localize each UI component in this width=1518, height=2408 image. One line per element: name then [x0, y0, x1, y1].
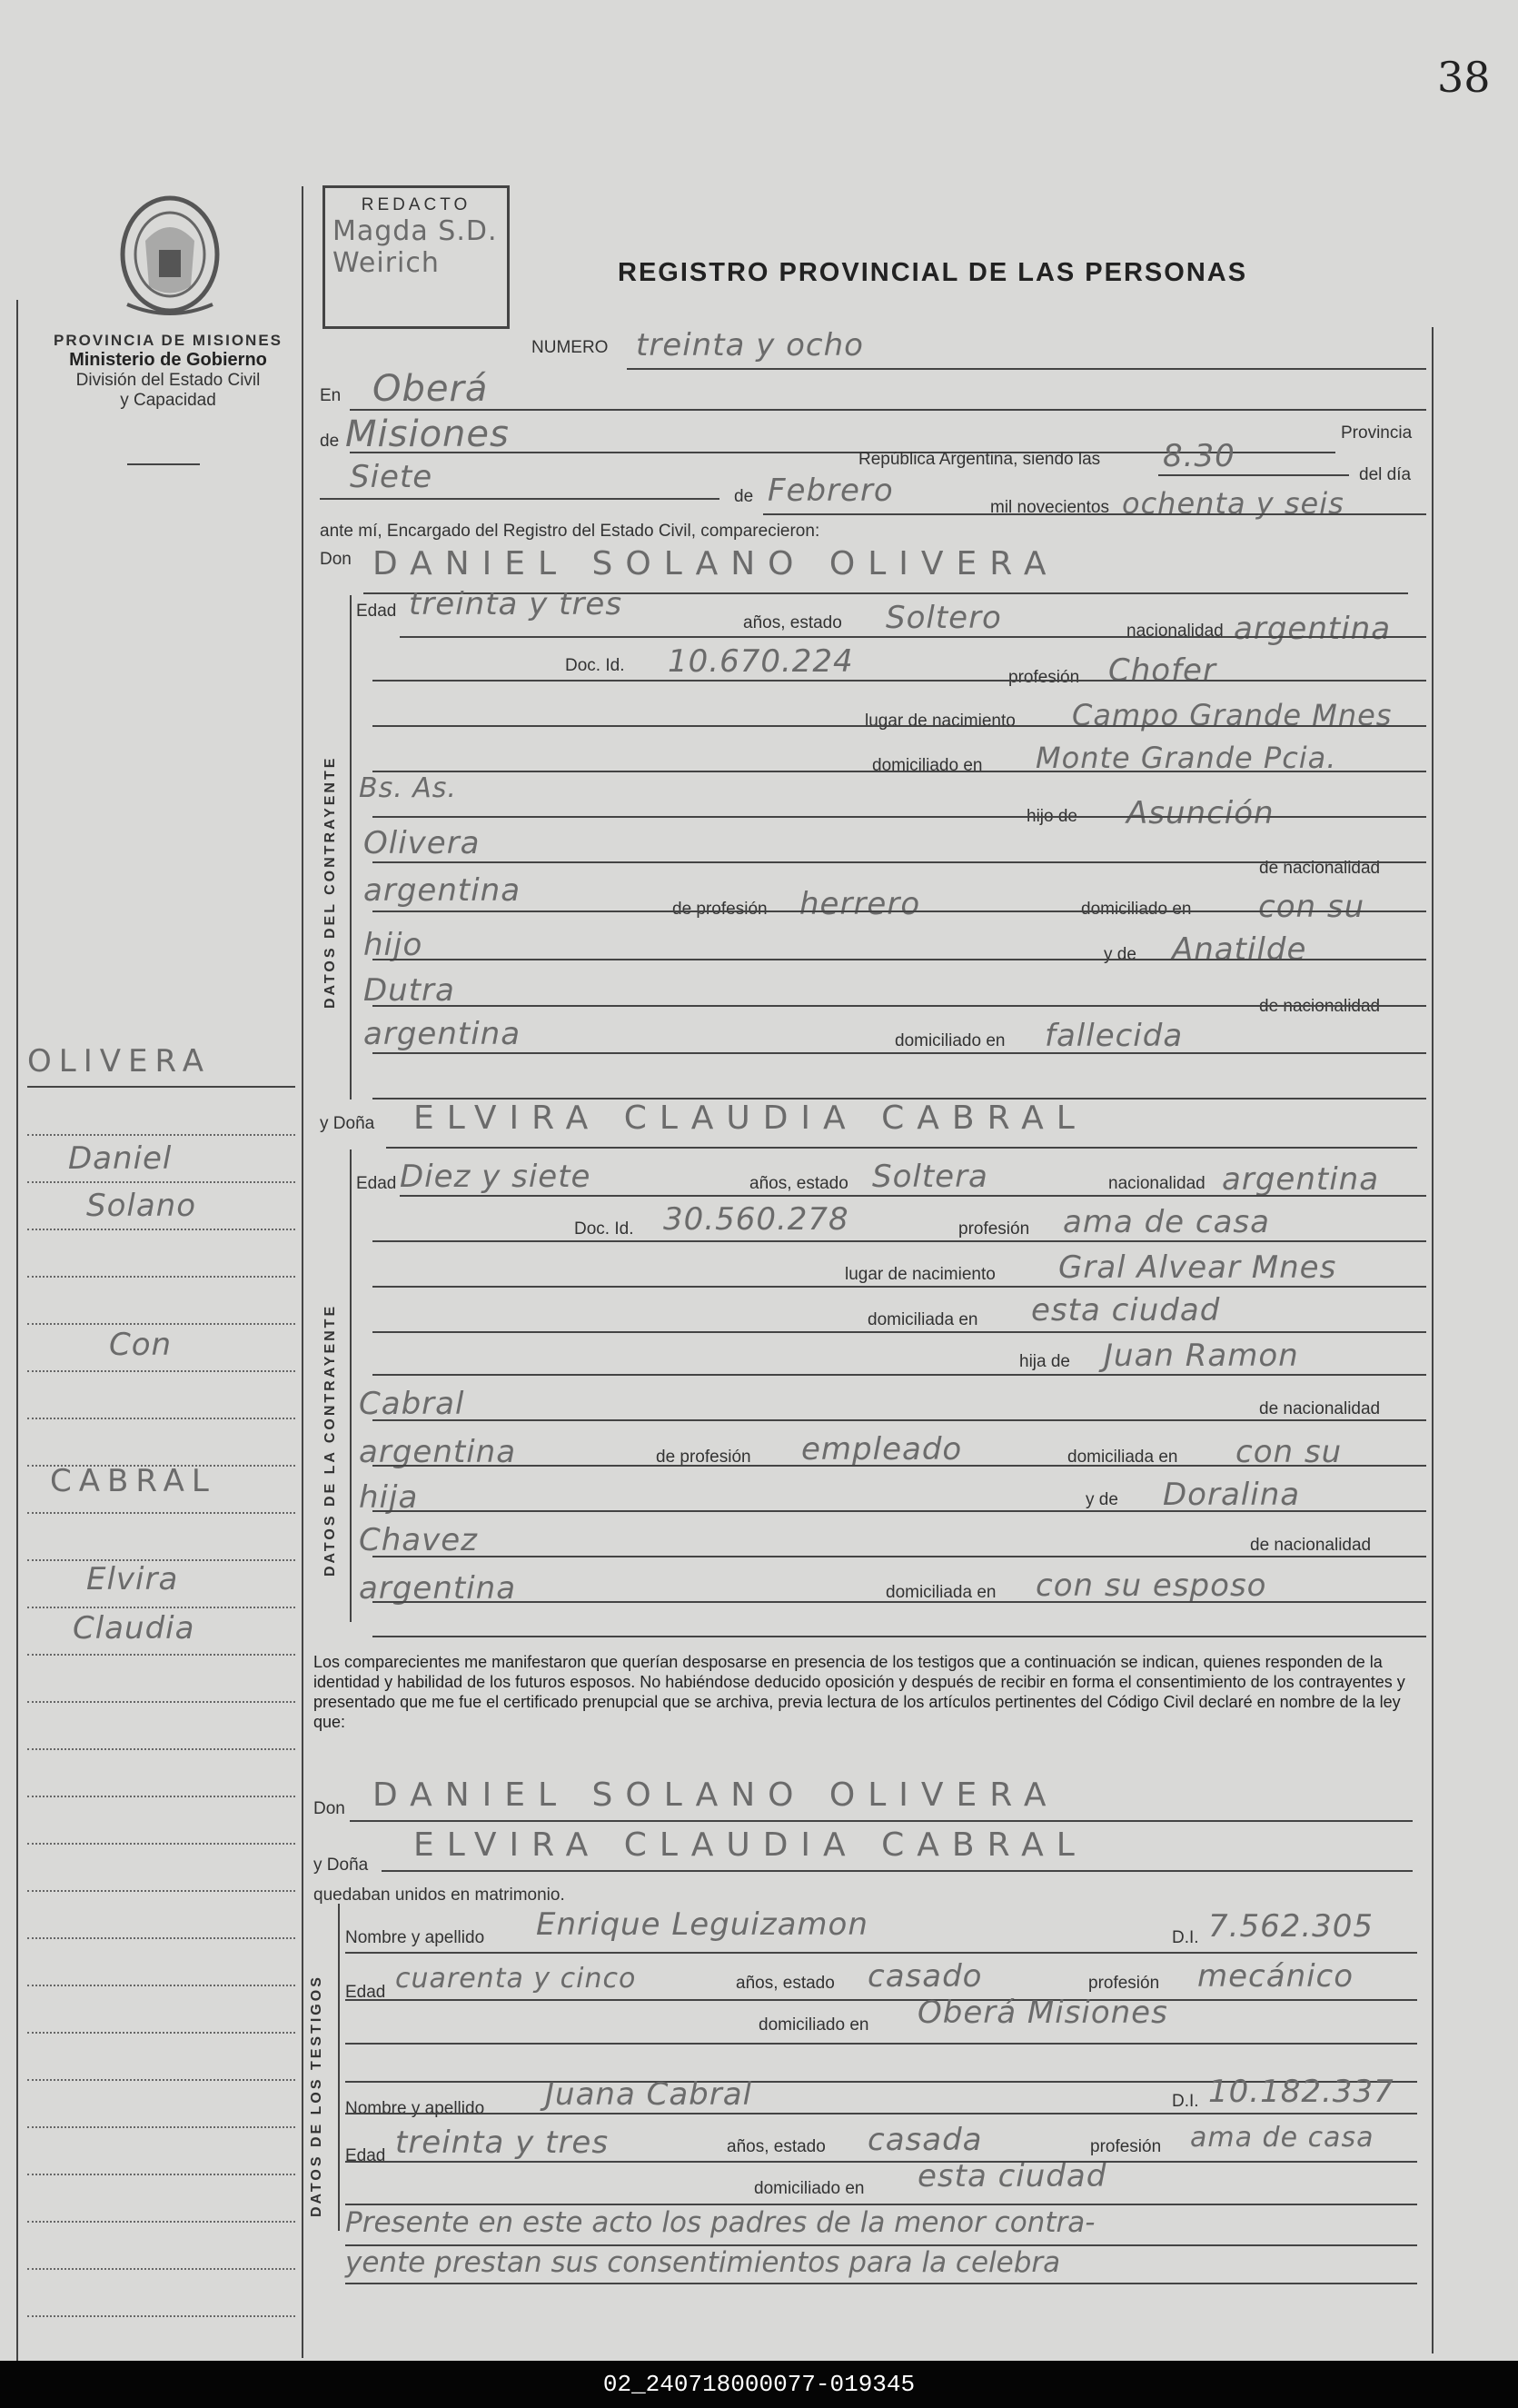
m-prof-label: profesión — [958, 1219, 1030, 1239]
m-padre-value-2: Cabral — [359, 1386, 465, 1422]
c-padre-prof: herrero — [799, 886, 921, 922]
en-label: En — [320, 386, 342, 405]
c-lugar-label: lugar de nacimiento — [865, 711, 1016, 731]
dona-value: ELVIRA CLAUDIA CABRAL — [413, 1100, 1087, 1137]
c-madre-nac: argentina — [363, 1016, 521, 1052]
c-estado-value: Soltero — [886, 600, 1002, 636]
c-edad-label: Edad — [356, 602, 397, 621]
t2-anios-label: años, estado — [727, 2137, 826, 2156]
m-padre-prof: empleado — [801, 1431, 963, 1468]
right-border — [1432, 327, 1434, 2353]
de-value: Misiones — [345, 413, 510, 455]
t1-edad-value: cuarenta y cinco — [395, 1963, 637, 1995]
m-de-prof-label: de profesión — [656, 1448, 751, 1467]
decl-don-label: Don — [313, 1799, 345, 1818]
c-padre-nac: argentina — [363, 872, 521, 909]
m-estado-value: Soltera — [872, 1159, 988, 1195]
t1-di-label: D.I. — [1172, 1928, 1199, 1947]
c-prof-label: profesión — [1008, 668, 1080, 687]
page-number: 38 — [1437, 53, 1491, 102]
m-y-de-label: y de — [1086, 1490, 1118, 1509]
ante-text: ante mí, Encargado del Registro del Estado Civil, comparecieron: — [320, 522, 820, 541]
margin-con: Con — [109, 1327, 173, 1363]
left-border — [16, 300, 18, 2363]
t1-dom-label: domiciliado en — [759, 2015, 869, 2035]
t1-anios-label: años, estado — [736, 1974, 835, 1993]
dona-label: y Doña — [320, 1114, 375, 1133]
testigos-section-label: DATOS DE LOS TESTIGOS — [309, 1975, 324, 2217]
c-padre-dom: con su — [1258, 889, 1365, 925]
dia-value: Siete — [350, 459, 433, 495]
margin-given-2b: Claudia — [73, 1610, 195, 1647]
margin-given-1a: Daniel — [68, 1140, 173, 1177]
m-padre-dom: con su — [1235, 1434, 1343, 1470]
c-nac-label: nacionalidad — [1126, 622, 1224, 641]
redacto-name-2: Weirich — [332, 247, 440, 279]
c-lugar-value: Campo Grande Mnes — [1072, 698, 1393, 732]
t2-dom-label: domiciliado en — [754, 2179, 865, 2198]
nota-line-1: Presente en este acto los padres de la menor contra- — [345, 2206, 1096, 2239]
left-column-divider — [302, 186, 303, 2358]
c-padre-value-2: Olivera — [363, 825, 481, 861]
c-doc-value: 10.670.224 — [668, 643, 854, 680]
t1-prof-value: mecánico — [1197, 1958, 1354, 1995]
divider — [127, 463, 200, 465]
c-nac-value: argentina — [1234, 611, 1392, 647]
division-name: División del Estado Civil — [75, 371, 261, 390]
c-de-prof-label: de profesión — [672, 900, 768, 919]
m-prof-value: ama de casa — [1063, 1204, 1270, 1240]
don-label: Don — [320, 550, 352, 569]
c-madre-value: Anatilde — [1172, 931, 1307, 968]
t2-di-value: 10.182.337 — [1208, 2074, 1394, 2110]
de2-label: de — [734, 487, 754, 506]
m-padre-dom-2: hija — [359, 1479, 419, 1516]
c-dom-value-2: Bs. As. — [359, 772, 457, 804]
decl-quedaban: quedaban unidos en matrimonio. — [313, 1886, 565, 1905]
m-madre-value-2: Chavez — [359, 1522, 479, 1558]
t1-di-value: 7.562.305 — [1208, 1908, 1374, 1945]
c-dom-label: domiciliado en — [872, 756, 983, 775]
decl-dona-label: y Doña — [313, 1856, 369, 1875]
m-lugar-value: Gral Alvear Mnes — [1058, 1249, 1337, 1286]
c-padre-dom-2: hijo — [363, 927, 423, 963]
don-value: DANIEL SOLANO OLIVERA — [372, 545, 1059, 582]
t1-nombre-label: Nombre y apellido — [345, 1928, 485, 1947]
t1-prof-label: profesión — [1088, 1974, 1160, 1993]
t2-edad-label: Edad — [345, 2146, 386, 2165]
numero-value: treinta y ocho — [636, 327, 864, 363]
margin-surname-1: OLIVERA — [27, 1043, 211, 1080]
m-padre-nac: argentina — [359, 1434, 517, 1470]
t2-nombre-label: Nombre y apellido — [345, 2099, 485, 2118]
t1-edad-label: Edad — [345, 1983, 386, 2002]
c-y-de-label: y de — [1104, 945, 1136, 964]
m-dom-value: esta ciudad — [1031, 1292, 1221, 1328]
anio-value: ochenta y seis — [1122, 486, 1344, 521]
c-madre-dom: fallecida — [1045, 1018, 1184, 1054]
de-label: de — [320, 432, 340, 451]
del-dia-label: del día — [1359, 465, 1412, 484]
margin-given-1b: Solano — [86, 1188, 197, 1224]
t2-nombre-value: Juana Cabral — [545, 2076, 753, 2113]
redacto-box — [322, 185, 510, 329]
decl-dona-value: ELVIRA CLAUDIA CABRAL — [413, 1826, 1087, 1864]
c-de-nac-label: de nacionalidad — [1259, 859, 1381, 878]
t1-dom-value: Oberá Misiones — [918, 1995, 1168, 2031]
c-madre-value-2: Dutra — [363, 972, 455, 1009]
c-prof-value: Chofer — [1108, 652, 1216, 689]
t1-estado-value: casado — [868, 1958, 983, 1995]
nota-line-2: yente prestan sus consentimientos para la celebra — [345, 2246, 1061, 2279]
provincia-label: Provincia — [1341, 423, 1413, 443]
m-anios-label: años, estado — [749, 1174, 848, 1193]
mil-label: mil novecientos — [990, 498, 1109, 517]
contrayente-section-label: DATOS DEL CONTRAYENTE — [322, 755, 338, 1009]
contrayenta-section-label: DATOS DE LA CONTRAYENTE — [322, 1303, 338, 1577]
t2-dom-value: esta ciudad — [918, 2158, 1107, 2194]
en-value: Oberá — [372, 368, 489, 410]
redacto-name: Magda S.D. — [332, 215, 498, 247]
t2-edad-value: treinta y tres — [395, 2124, 610, 2161]
c-madre-dom-label: domiciliado en — [895, 1031, 1006, 1050]
t1-nombre-value: Enrique Leguizamon — [536, 1906, 868, 1943]
ministry-name: Ministerio de Gobierno — [69, 350, 267, 370]
m-madre-nac: argentina — [359, 1570, 517, 1607]
mes-value: Febrero — [768, 473, 894, 509]
decl-don-value: DANIEL SOLANO OLIVERA — [372, 1776, 1059, 1814]
division-name-2: y Capacidad — [120, 391, 216, 410]
province-name: PROVINCIA DE MISIONES — [53, 332, 283, 349]
m-padre-value: Juan Ramon — [1104, 1338, 1299, 1374]
c-dom-value: Monte Grande Pcia. — [1036, 741, 1337, 775]
m-de-nac-label-2: de nacionalidad — [1250, 1536, 1372, 1555]
redacto-label: REDACTO — [361, 195, 471, 214]
m-padre-dom-label: domiciliada en — [1067, 1448, 1178, 1467]
m-de-nac-label: de nacionalidad — [1259, 1399, 1381, 1418]
m-nac-label: nacionalidad — [1108, 1174, 1205, 1193]
footer-id: 02_240718000077-019345 — [0, 2361, 1518, 2408]
margin-given-2a: Elvira — [86, 1561, 179, 1597]
republica-text: República Argentina, siendo las — [858, 450, 1101, 469]
m-lugar-label: lugar de nacimiento — [845, 1265, 996, 1284]
t2-prof-label: profesión — [1090, 2137, 1162, 2156]
c-de-nac-label-2: de nacionalidad — [1259, 997, 1381, 1016]
document-title: REGISTRO PROVINCIAL DE LAS PERSONAS — [618, 258, 1248, 287]
m-madre-dom: con su esposo — [1036, 1567, 1267, 1604]
c-anios-label: años, estado — [743, 613, 842, 632]
m-doc-label: Doc. Id. — [574, 1219, 634, 1239]
margin-surname-2: CABRAL — [50, 1463, 216, 1499]
c-edad-value: treinta y tres — [409, 586, 623, 622]
m-edad-label: Edad — [356, 1174, 397, 1193]
m-hija-label: hija de — [1019, 1352, 1070, 1371]
c-doc-label: Doc. Id. — [565, 656, 625, 675]
t2-prof-value: ama de casa — [1190, 2122, 1374, 2154]
m-madre-value: Doralina — [1163, 1477, 1301, 1513]
m-doc-value: 30.560.278 — [663, 1201, 849, 1238]
t2-estado-value: casada — [868, 2122, 983, 2158]
c-padre-value: Asunción — [1126, 795, 1275, 831]
m-edad-value: Diez y siete — [400, 1159, 591, 1195]
m-dom-label: domiciliada en — [868, 1310, 978, 1329]
hora-value: 8.30 — [1163, 438, 1235, 474]
c-hijo-label: hijo de — [1027, 807, 1077, 826]
t2-di-label: D.I. — [1172, 2092, 1199, 2111]
c-padre-dom-label: domiciliado en — [1081, 900, 1192, 919]
numero-label: NUMERO — [531, 338, 609, 357]
declaracion-text: Los comparecientes me manifestaron que querían desposarse en presencia de los testigos que a continuación se indican, quienes responden de la identidad y habilidad de los futuros esposos. No habiéndose deducido oposición y después de recibir en forma el consentimiento de los contrayentes y presentado que me fue el certificado prenupcial que se archiva, previa lectura de los artículos pertinentes del Código Civil declaré en nombre de la ley que: — [313, 1653, 1405, 1731]
province-seal-icon — [109, 186, 232, 323]
m-madre-dom-label: domiciliada en — [886, 1583, 997, 1602]
m-nac-value: argentina — [1222, 1161, 1380, 1198]
province-block — [27, 332, 309, 411]
